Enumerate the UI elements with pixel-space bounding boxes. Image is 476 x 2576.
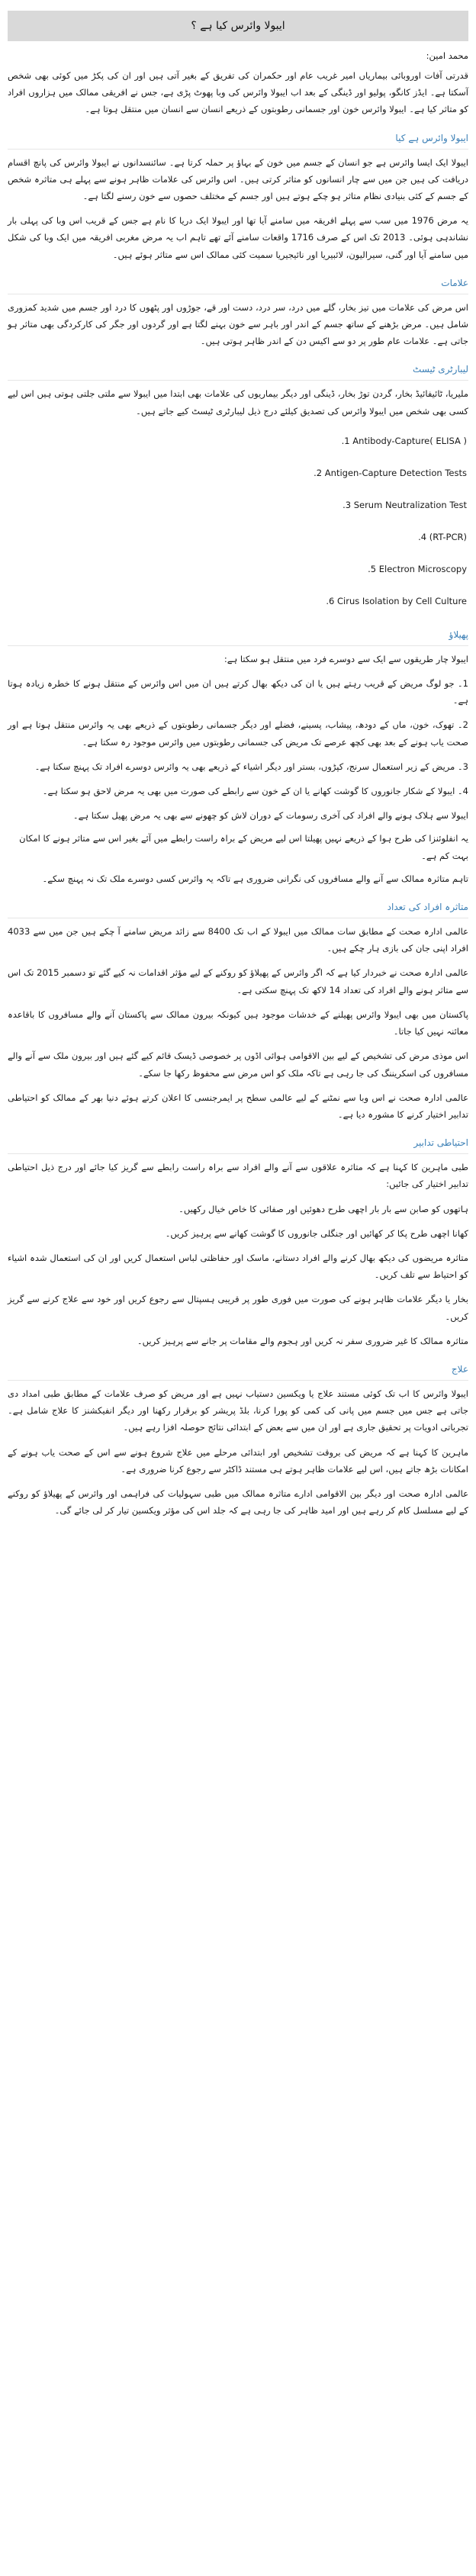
test-item: .4 (RT-PCR) (418, 531, 467, 542)
tests-intro: ملیریا، ٹائیفائیڈ بخار، گردن توڑ بخار، ڈینگی اور دیگر بیماریوں کی علامات بھی ابتدا میں ایبولا سے ملتی جلتی ہوتی ہیں اس لیے کسی بھی شخص میں ایبولا وائرس کی تصدیق کیلئے درج ذیل لیبارٹری ٹیسٹ کیے جاتے ہیں۔ (8, 388, 468, 416)
affected-paragraph: پاکستان میں بھی ایبولا وائرس پھیلنے کے خدشات موجود ہیں کیونکہ بیرون ممالک سے پاکستان آنے والے مسافروں کا باقاعدہ معائنہ نہیں کیا جاتا۔ (8, 1008, 468, 1037)
test-item: .2 Antigen-Capture Detection Tests (314, 467, 467, 478)
section-heading-symptoms: علامات (8, 274, 468, 294)
precaution-item: متاثرہ مریضوں کی دیکھ بھال کرنے والے افراد دستانے، ماسک اور حفاظتی لباس استعمال کریں اور ان کی استعمال شدہ اشیاء کو احتیاط سے تلف کریں۔ (8, 1252, 468, 1281)
what-paragraph-1: ایبولا ایک ایسا وائرس ہے جو انسان کے جسم میں خون کے بہاؤ پر حملہ کرتا ہے۔ سائنسدانوں نے ایبولا وائرس کی پانچ اقسام دریافت کی ہیں جن میں سے چار انسانوں کو متاثر کرتی ہیں۔ اس وائرس کی علامات ظاہر ہونے سے پہلے ہی متاثرہ شخص کے جسم کے کئی بنیادی نظام متاثر ہو چکے ہوتے ہیں اور جسم کے مختلف حصوں سے خون رسنے لگتا ہے۔ (8, 156, 468, 202)
test-list (8, 427, 468, 615)
precaution-item: متاثرہ ممالک کا غیر ضروری سفر نہ کریں اور ہجوم والے مقامات پر جانے سے پرہیز کریں۔ (137, 1335, 468, 1346)
section-heading-what: ایبولا وائرس ہے کیا (8, 129, 468, 150)
spread-note: تاہم متاثرہ ممالک سے آنے والے مسافروں کی نگرانی ضروری ہے تاکہ یہ وائرس کسی دوسرے ملک تک نہ پہنچ سکے۔ (42, 873, 468, 884)
spread-item: 3۔ مریض کے زیر استعمال سرنج، کپڑوں، بستر اور دیگر اشیاء کے ذریعے بھی یہ وائرس دوسرے افراد تک پہنچ سکتا ہے۔ (34, 761, 468, 772)
test-item: .5 Electron Microscopy (368, 563, 467, 574)
title-band (8, 11, 468, 41)
spread-item: 1۔ جو لوگ مریض کے قریب رہتے ہیں یا ان کی دیکھ بھال کرتے ہیں ان میں اس وائرس کے منتقل ہونے کا خطرہ زیادہ ہوتا ہے۔ (8, 678, 468, 706)
affected-paragraph: اس موذی مرض کی تشخیص کے لیے بین الاقوامی ہوائی اڈوں پر خصوصی ڈیسک قائم کیے گئے ہیں اور بیرون ملک سے آنے والے مسافروں کی اسکریننگ کی جا رہی ہے تاکہ ملک کو اس مرض سے محفوظ رکھا جا سکے۔ (8, 1050, 468, 1079)
section-heading-tests: لیبارٹری ٹیسٹ (8, 360, 468, 381)
affected-paragraph: عالمی ادارہ صحت نے اس وبا سے نمٹنے کے لیے عالمی سطح پر ایمرجنسی کا اعلان کرتے ہوئے دنیا بھر کے ممالک کو احتیاطی تدابیر اختیار کرنے کا مشورہ دیا ہے۔ (8, 1092, 468, 1120)
symptoms-paragraph: اس مرض کی علامات میں تیز بخار، گلے میں درد، سر درد، دست اور قے، جوڑوں اور پٹھوں کا درد اور جسم میں شدید کمزوری شامل ہیں۔ مرض بڑھنے کے ساتھ جسم کے اندر اور باہر سے خون بہنے لگتا ہے اور گردوں اور جگر کی کارکردگی بھی متاثر ہو جاتی ہے۔ علامات عام طور پر دو سے اکیس دن کے اندر ظاہر ہوتی ہیں۔ (8, 301, 468, 347)
treatment-paragraph: ایبولا وائرس کا اب تک کوئی مستند علاج یا ویکسین دستیاب نہیں ہے اور مریض کو صرف علامات کے مطابق طبی امداد دی جاتی ہے جس میں جسم میں پانی کی کمی کو پورا کرنا، بلڈ پریشر کو برقرار رکھنا اور دیگر انفیکشنز کا علاج شامل ہے۔ تجرباتی ادویات پر تحقیق جاری ہے اور ان میں سے بعض کے ابتدائی نتائج حوصلہ افزا رہے ہیں۔ (8, 1388, 468, 1433)
precaution-item: بخار یا دیگر علامات ظاہر ہونے کی صورت میں فوری طور پر قریبی ہسپتال سے رجوع کریں اور خود سے علاج کرنے سے گریز کریں۔ (8, 1294, 468, 1322)
spread-intro: ایبولا چار طریقوں سے ایک سے دوسرے فرد میں منتقل ہو سکتا ہے: (224, 653, 468, 664)
test-item: .6 Cirus Isolation by Cell Culture (326, 595, 467, 606)
section-heading-spread: پھیلاؤ (8, 626, 468, 646)
spread-note: ایبولا سے ہلاک ہونے والے افراد کی آخری رسومات کے دوران لاش کو چھونے سے بھی یہ مرض پھیل سکتا ہے۔ (72, 810, 468, 822)
what-paragraph-2: یہ مرض 1976 میں سب سے پہلے افریقہ میں سامنے آیا تھا اور ایبولا ایک دریا کا نام ہے جس کے قریب اس وبا کی پہلی بار نشاندہی ہوئی۔ 2013 تک اس کے صرف 1716 واقعات سامنے آئے تھے تاہم اب یہ مرض مغربی افریقہ میں ایک وبا کی شکل میں سامنے آیا اور گنی، سیرالیون، لائبیریا اور نائیجیریا سمیت کئی ممالک اس سے متاثر ہوئے ہیں۔ (8, 215, 468, 260)
spread-item: 2۔ تھوک، خون، ماں کے دودھ، پیشاب، پسینے، فضلے اور دیگر جسمانی رطوبتوں کے ذریعے بھی یہ وائرس منتقل ہوتا ہے اور صحت یاب ہونے کے بعد بھی کچھ عرصے تک مریض کی جسمانی رطوبتوں میں وائرس موجود رہ سکتا ہے۔ (8, 719, 468, 748)
spread-note: یہ انفلوئنزا کی طرح ہوا کے ذریعے نہیں پھیلتا اس لیے مریض کے براہ راست رابطے میں آئے بغیر اس سے متاثر ہونے کا امکان بہت کم ہے۔ (19, 833, 468, 861)
affected-paragraph: عالمی ادارہ صحت نے خبردار کیا ہے کہ اگر وائرس کے پھیلاؤ کو روکنے کے لیے مؤثر اقدامات نہ کیے گئے تو دسمبر 2015 تک اس سے متاثر ہونے والے افراد کی تعداد 14 لاکھ تک پہنچ سکتی ہے۔ (8, 967, 468, 995)
test-item: .3 Serum Neutralization Test (343, 499, 467, 510)
section-heading-treatment: علاج (8, 1360, 468, 1381)
author-byline: محمد امین: (426, 50, 468, 61)
spread-item: 4۔ ایبولا کے شکار جانوروں کا گوشت کھانے یا ان کے خون سے رابطے کی صورت میں بھی یہ مرض لاحق ہو سکتا ہے۔ (42, 786, 468, 797)
section-heading-precautions: احتیاطی تدابیر (8, 1134, 468, 1154)
treatment-paragraph: عالمی ادارہ صحت اور دیگر بین الاقوامی ادارے متاثرہ ممالک میں طبی سہولیات کی فراہمی اور وائرس کے پھیلاؤ کو روکنے کے لیے مسلسل کام کر رہے ہیں اور امید ظاہر کی جا رہی ہے کہ جلد اس کی مؤثر ویکسین تیار کر لی جائے گی۔ (8, 1487, 468, 1516)
intro-paragraph: قدرتی آفات اوروبائی بیماریاں امیر غریب عام اور حکمران کی تفریق کے بغیر آتی ہیں اور ان کی پکڑ میں کوئی بھی شخص آسکتا ہے۔ ایڈز کانگو، پولیو اور ڈینگی کے بعد اب ایبولا وائرس کی وبا پھوٹ پڑی ہے، جس نے افریقی ممالک میں ہزاروں افراد کو متاثر کیا ہے۔ ایبولا وائرس خون اور جسمانی رطوبتوں کے ذریعے انسان سے انسان میں منتقل ہوتا ہے۔ (8, 70, 468, 115)
article-title: ایبولا وائرس کیا ہے ؟ (191, 20, 285, 32)
precaution-item: کھانا اچھی طرح پکا کر کھائیں اور جنگلی جانوروں کا گوشت کھانے سے پرہیز کریں۔ (165, 1227, 468, 1239)
article (0, 11, 476, 2576)
section-heading-affected: متاثرہ افراد کی تعداد (8, 898, 468, 918)
affected-paragraph: عالمی ادارہ صحت کے مطابق سات ممالک میں ایبولا کے اب تک 8400 سے زائد مریض سامنے آ چکے ہیں جن میں سے 4033 افراد اپنی جان کی بازی ہار چکے ہیں۔ (8, 926, 468, 954)
precautions-intro: طبی ماہرین کا کہنا ہے کہ متاثرہ علاقوں سے آنے والے افراد سے براہ راست رابطے سے گریز کیا جائے اور درج ذیل احتیاطی تدابیر اختیار کی جائیں: (8, 1162, 468, 1190)
test-item: .1 Antibody-Capture( ELISA ) (341, 435, 467, 446)
precaution-item: ہاتھوں کو صابن سے بار بار اچھی طرح دھوئیں اور صفائی کا خاص خیال رکھیں۔ (178, 1203, 468, 1214)
treatment-paragraph: ماہرین کا کہنا ہے کہ مریض کی بروقت تشخیص اور ابتدائی مرحلے میں علاج شروع ہونے سے اس کے صحت یاب ہونے کے امکانات بڑھ جاتے ہیں، اس لیے علامات ظاہر ہوتے ہی مستند ڈاکٹر سے رجوع کرنا ضروری ہے۔ (8, 1446, 468, 1475)
